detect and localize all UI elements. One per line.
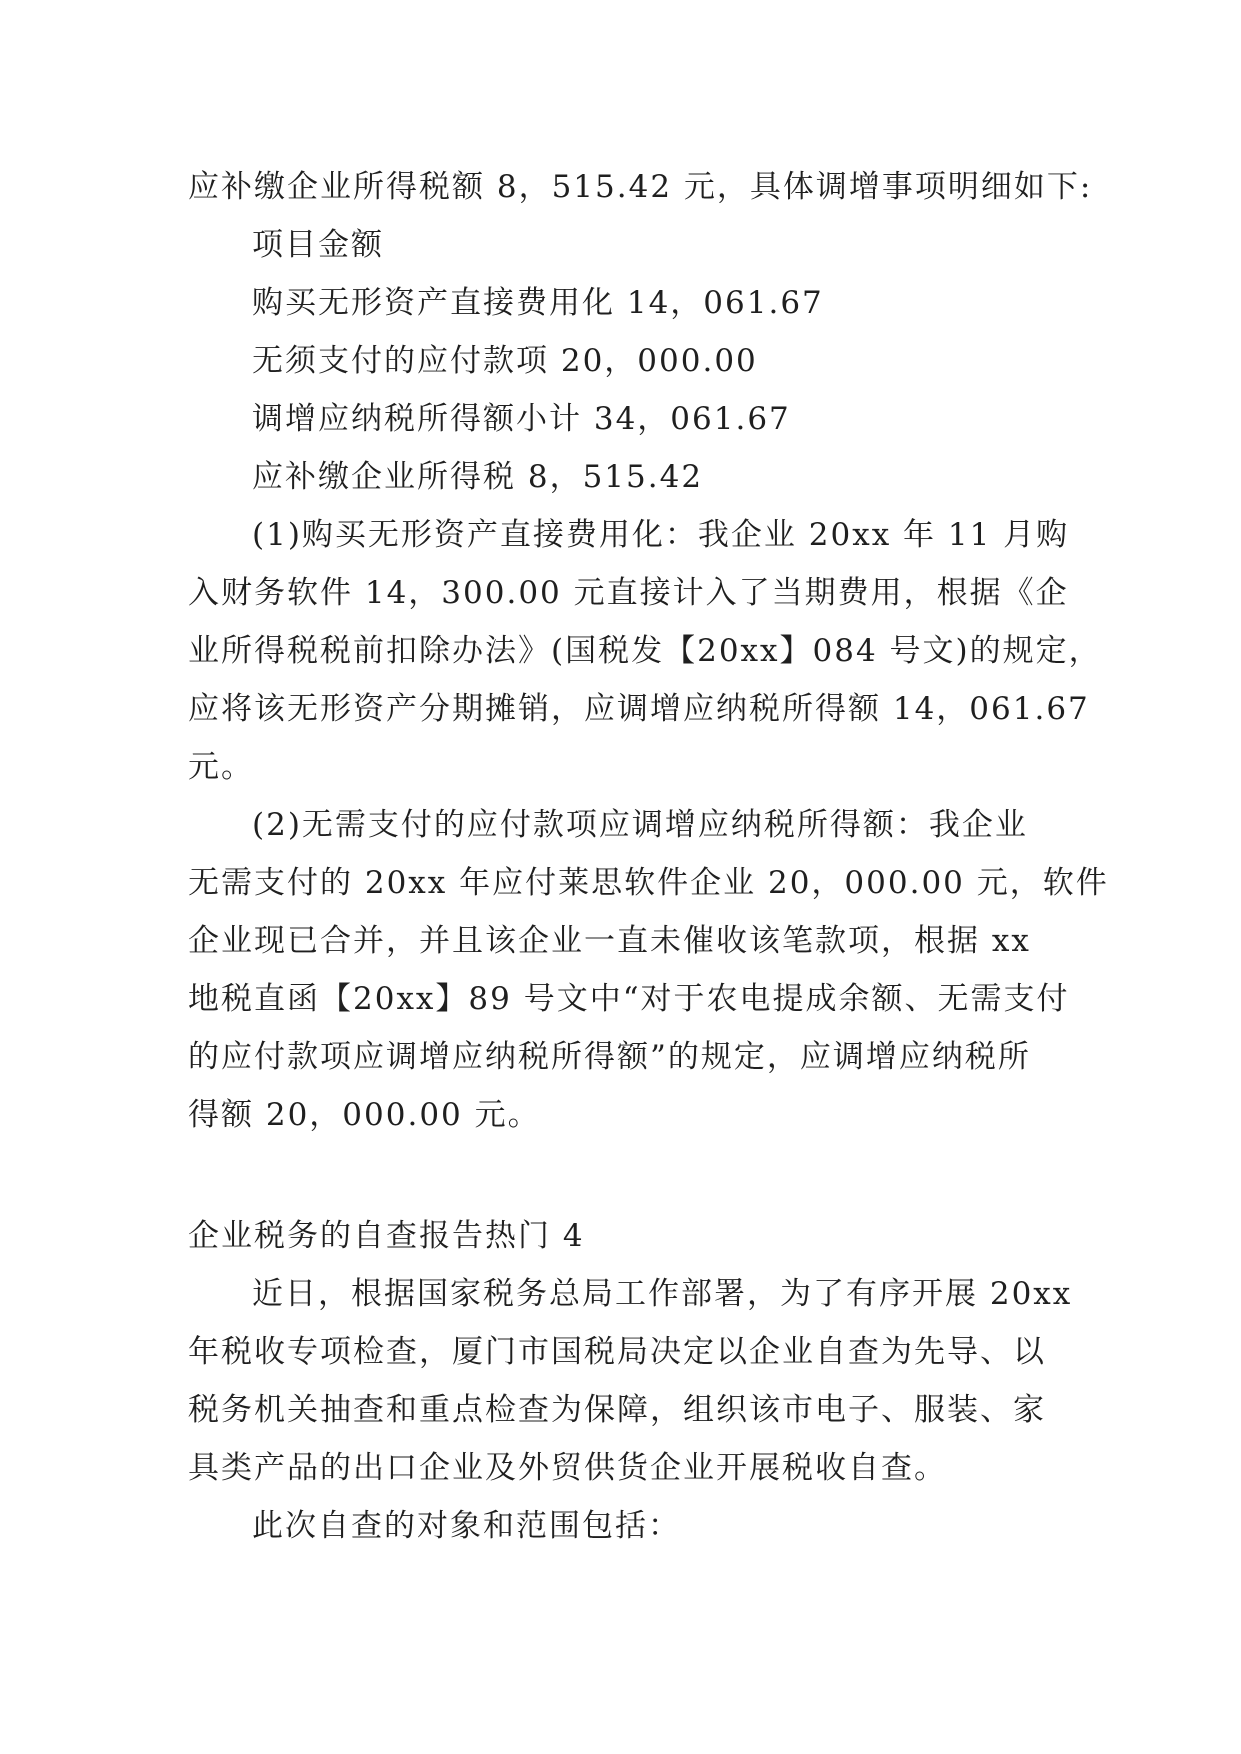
paragraph-line: 税务机关抽查和重点检查为保障，组织该市电子、服装、家 (188, 1392, 1046, 1428)
paragraph-line: (2)无需支付的应付款项应调增应纳税所得额：我企业 (252, 807, 1028, 843)
item-line: 无须支付的应付款项 20，000.00 (252, 343, 758, 379)
paragraph-line: 年税收专项检查，厦门市国税局决定以企业自查为先导、以 (188, 1334, 1046, 1370)
table-header-line: 项目金额 (252, 227, 384, 263)
paragraph-line: 得额 20，000.00 元。 (188, 1097, 541, 1133)
paragraph-line: 的应付款项应调增应纳税所得额”的规定，应调增应纳税所 (188, 1039, 1031, 1075)
paragraph-line: 无需支付的 20xx 年应付莱思软件企业 20，000.00 元，软件 (188, 865, 1109, 901)
item-line: 应补缴企业所得税 8，515.42 (252, 459, 704, 495)
paragraph-line: 业所得税税前扣除办法》(国税发【20xx】084 号文)的规定， (188, 633, 1102, 669)
paragraph-line: 入财务软件 14，300.00 元直接计入了当期费用，根据《企 (188, 575, 1069, 611)
paragraph-line: 此次自查的对象和范围包括： (252, 1508, 681, 1544)
paragraph-line: 近日，根据国家税务总局工作部署，为了有序开展 20xx (252, 1276, 1073, 1312)
paragraph-line: 应将该无形资产分期摊销，应调增应纳税所得额 14，061.67 (188, 691, 1090, 727)
paragraph-line: 地税直函【20xx】89 号文中“对于农电提成余额、无需支付 (188, 981, 1070, 1017)
section-tax-adjustment (188, 158, 1109, 1144)
paragraph-line: (1)购买无形资产直接费用化：我企业 20xx 年 11 月购 (252, 517, 1070, 553)
paragraph-line: 元。 (188, 749, 254, 785)
paragraph-line: 企业现已合并，并且该企业一直未催收该笔款项，根据 xx (188, 923, 1031, 959)
item-line: 购买无形资产直接费用化 14，061.67 (252, 285, 824, 321)
section-self-inspection (188, 1207, 1073, 1555)
item-line: 调增应纳税所得额小计 34，061.67 (252, 401, 791, 437)
paragraph-line: 应补缴企业所得税额 8，515.42 元，具体调增事项明细如下: (188, 169, 1093, 205)
section-heading: 企业税务的自查报告热门 4 (188, 1218, 585, 1254)
paragraph-line: 具类产品的出口企业及外贸供货企业开展税收自查。 (188, 1450, 947, 1486)
